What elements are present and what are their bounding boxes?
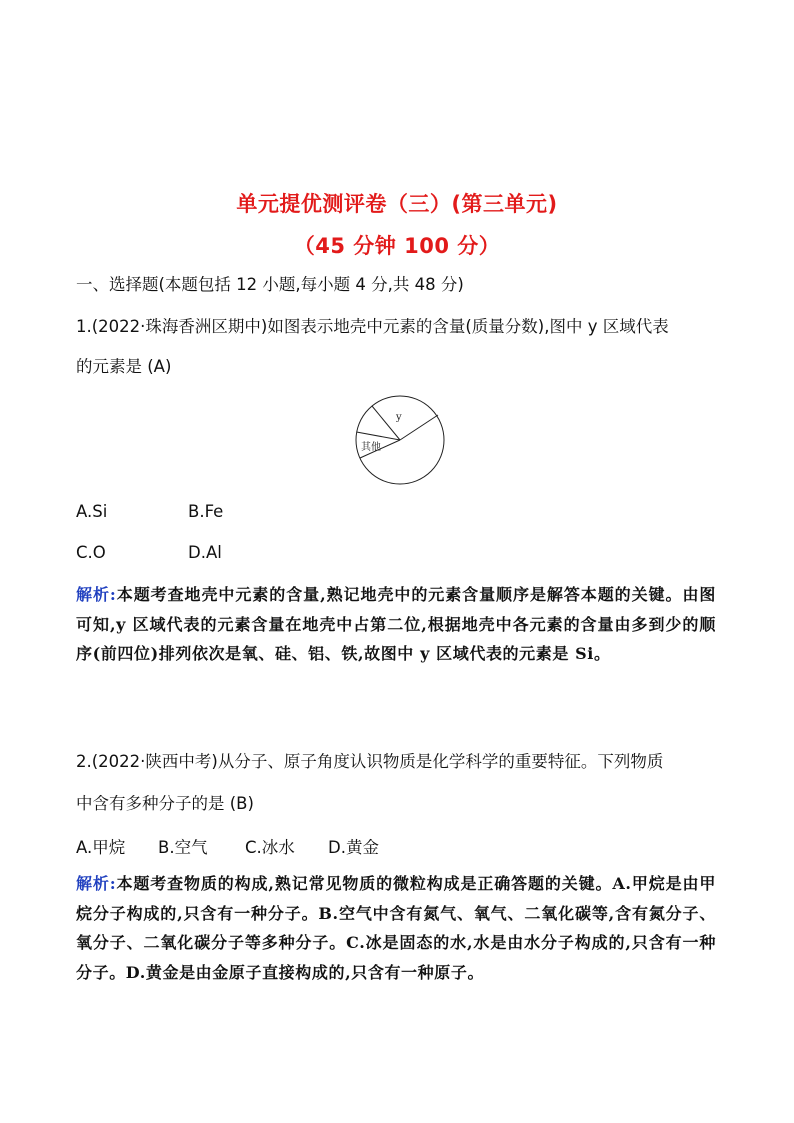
q1-pie-figure (352, 392, 448, 488)
q2-option-c: C.冰水 (245, 838, 295, 857)
q1-option-d: D.Al (188, 543, 222, 562)
pie-label-other: 其他 (361, 442, 381, 453)
q2-analysis-text: 本题考查物质的构成,熟记常见物质的微粒构成是正确答题的关键。A.甲烷是由甲烷分子构成的,只含有一种分子。B.空气中含有氮气、氧气、二氧化碳等,含有氮分子、氧分子、二氧化碳分子等多种分子。C.冰是固态的水,水是由水分子构成的,只含有一种分子。D.黄金是由金原子直接构成的,只含有一种原子。 (76, 874, 716, 982)
q2-analysis (76, 869, 716, 987)
q1-stem-line1: 1.(2022·珠海香洲区期中)如图表示地壳中元素的含量(质量分数),图中 y 区域代表 (76, 317, 669, 336)
page-subtitle: （45 分钟 100 分） (293, 234, 501, 258)
section-header: 一、选择题(本题包括 12 小题,每小题 4 分,共 48 分) (76, 275, 464, 294)
q2-stem-line2: 中含有多种分子的是 (B) (76, 794, 254, 813)
pie-divider-line (357, 432, 401, 440)
q2-option-a: A.甲烷 (76, 838, 126, 857)
q1-option-c: C.O (76, 543, 106, 562)
pie-divider-line (400, 415, 438, 440)
analysis-label: 解析: (76, 874, 117, 893)
q1-option-a: A.Si (76, 502, 108, 521)
q1-analysis (76, 580, 716, 669)
page-title: 单元提优测评卷（三）(第三单元) (236, 192, 558, 216)
q2-option-b: B.空气 (158, 838, 208, 857)
q1-option-b: B.Fe (188, 502, 224, 521)
q2-stem-line1: 2.(2022·陕西中考)从分子、原子角度认识物质是化学科学的重要特征。下列物质 (76, 752, 664, 771)
q2-option-d: D.黄金 (328, 838, 379, 857)
q1-analysis-text: 本题考查地壳中元素的含量,熟记地壳中的元素含量顺序是解答本题的关键。由图可知,y 区域代表的元素含量在地壳中占第二位,根据地壳中各元素的含量由多到少的顺序(前四位)排列依次是氧、硅、铝、铁,故图中 y 区域代表的元素是 Si。 (76, 585, 716, 663)
q1-stem-line2: 的元素是 (A) (76, 357, 172, 376)
pie-label-y: y (396, 412, 402, 423)
analysis-label: 解析: (76, 585, 117, 604)
pie-chart-graphic (352, 392, 448, 488)
